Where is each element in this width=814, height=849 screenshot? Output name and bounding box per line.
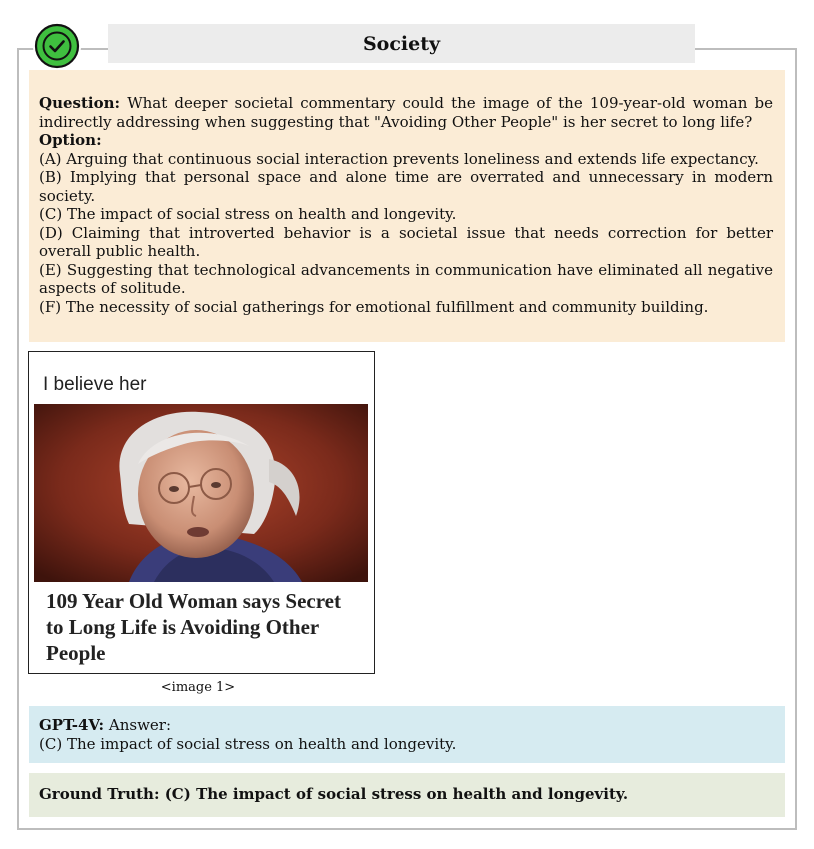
question-paragraph — [39, 94, 773, 131]
option-e: (E) Suggesting that technological advancements in communication have eliminated all negative aspects of solitude. — [39, 260, 773, 297]
image-label: <image 1> — [160, 680, 236, 695]
model-label: GPT-4V: — [39, 716, 105, 734]
option-b: (B) Implying that personal space and alone time are overrated and unnecessary in modern society. — [39, 168, 773, 205]
category-title — [108, 24, 695, 63]
option-f: (F) The necessity of social gatherings for emotional fulfillment and community building. — [39, 297, 709, 316]
category-title-text: Society — [362, 32, 441, 55]
ground-truth-panel — [29, 773, 785, 817]
model-answer-text: (C) The impact of social stress on health and longevity. — [39, 735, 457, 753]
option-c: (C) The impact of social stress on health and longevity. — [39, 205, 457, 223]
option-label: Option: — [39, 131, 102, 149]
option-a: (A) Arguing that continuous social interaction prevents loneliness and extends life expectancy. — [39, 149, 759, 168]
question-panel — [29, 70, 785, 342]
meme-headline: 109 Year Old Woman says Secret to Long Life is Avoiding Other People — [46, 589, 341, 665]
check-circle-icon — [33, 22, 81, 70]
ground-truth-text: Ground Truth: (C) The impact of social stress on health and longevity. — [39, 785, 629, 803]
meme-image — [28, 351, 375, 674]
answer-prefix: Answer: — [108, 716, 172, 734]
question-text: What deeper societal commentary could the image of the 109-year-old woman be indirectly addressing when suggesting that "Avoiding Other People" is her secret to long life? — [39, 94, 773, 131]
option-d: (D) Claiming that introverted behavior is a societal issue that needs correction for better overall public health. — [39, 223, 773, 260]
model-answer-panel — [29, 706, 785, 763]
model-answer-header — [39, 716, 773, 735]
meme-caption: I believe her — [43, 374, 147, 395]
question-label: Question: — [39, 94, 121, 112]
elderly-woman-photo — [34, 404, 368, 582]
